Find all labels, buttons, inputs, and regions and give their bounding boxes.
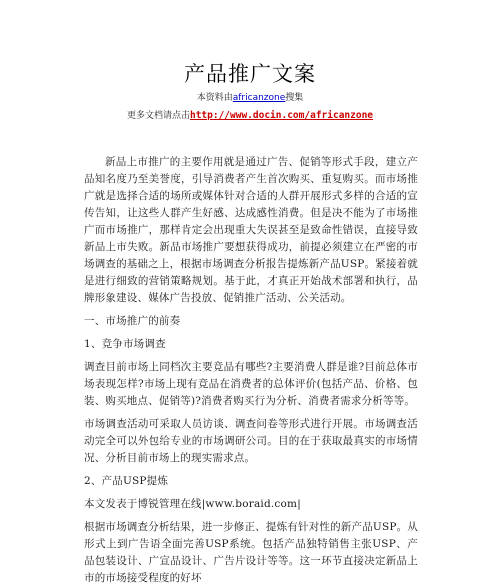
source-link[interactable]: africanzone bbox=[232, 93, 286, 103]
source-suffix: 搜集 bbox=[285, 93, 304, 103]
subsection-heading-1: 1、竞争市场调查 bbox=[84, 338, 166, 350]
intro-paragraph: 新品上市推广的主要作用就是通过广告、促销等形式手段，建立产品知名度乃至美誉度，引导消费者产生首次购买、重复购买。而市场推广就是选择合适的场所或媒体针对合适的人群开展形式多样的合适的宣传告知，让这些人群产生好感、达成感性消费。但是决不能为了市场推广而市场推广，那样肯定会出现重大失误甚至是致命性错误，直接导致新品上市失败。新品市场推广要想获得成功，前提必须建立在严密的市场调查的基础之上，根据市场调查分析报告提炼新产品USP。紧接着就是进行细致的营销策略规划。基于此，才真正开始战术部署和执行，品牌形象建设、媒体广告投放、促销推广活动、公关活动。 bbox=[84, 156, 419, 304]
more-docs-line bbox=[0, 108, 500, 121]
boraid-link[interactable]: 本文发表于博锐管理在线|www.boraid.com| bbox=[84, 498, 301, 510]
section-heading-1: 一、市场推广的前奏 bbox=[84, 315, 181, 327]
subsection-heading-2: 2、产品USP提炼 bbox=[84, 475, 169, 487]
paragraph-usp: 根据市场调查分析结果，进一步修正、提炼有针对性的新产品USP。从形式上到广告语全面完善USP系统。包括产品独特销售主张USP、产品包装设计、广宣品设计、广告片设计等等。这一环节直接决定新品上市的市场接受程度的好坏 bbox=[84, 521, 419, 584]
paragraph-survey-method: 市场调查活动可采取人员访谈、调查问卷等形式进行开展。市场调查活动完全可以外包给专业的市场调研公司。目的在于获取最真实的市场情况、分析目前市场上的现实需求点。 bbox=[84, 418, 418, 464]
more-docs-link[interactable]: http://www.docin.com/africanzone bbox=[189, 110, 374, 121]
doc-body bbox=[84, 154, 418, 587]
more-prefix: 更多文档请点击 bbox=[126, 111, 190, 121]
doc-title: 产品推广文案 bbox=[184, 62, 316, 86]
source-line bbox=[0, 90, 500, 103]
paragraph-competitor-survey: 调查目前市场上同档次主要竞品有哪些?主要消费人群是谁?目前总体市场表现怎样?市场上现有竞品在消费者的总体评价(包括产品、价格、包装、购买地点、促销等)?消费者购买行为分析、消费者需求分析等等。 bbox=[84, 361, 418, 407]
paragraph-source-note bbox=[84, 496, 418, 513]
source-prefix: 本资料由 bbox=[196, 93, 233, 103]
